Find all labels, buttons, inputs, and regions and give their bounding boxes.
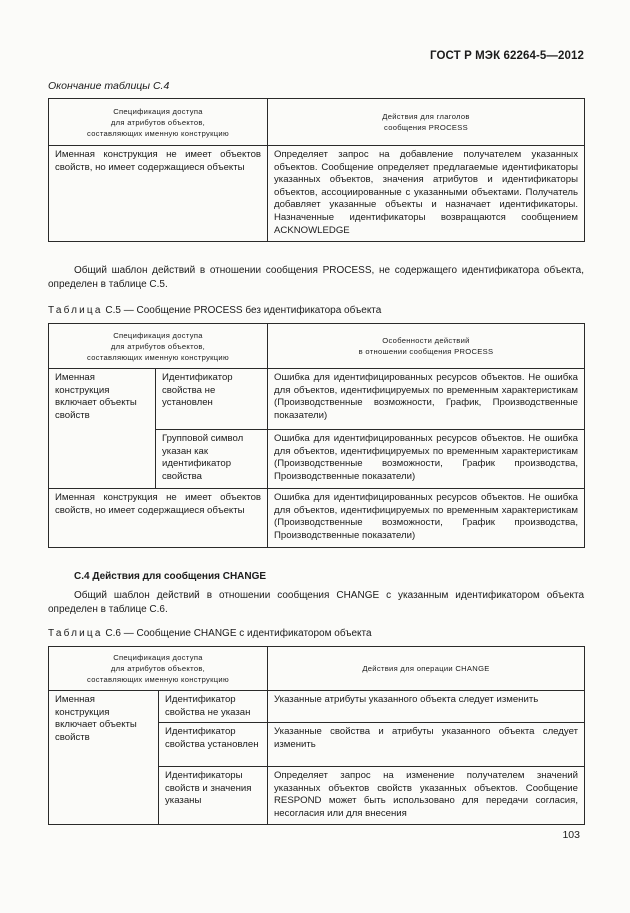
table-c5 [48,323,585,548]
row-action: Определяет запрос на изменение получателем значений указанных объектов свойств указанных объектов. Сообщение RESPOND может быть использовано для передачи согласия, несогласия или для внесения [268,767,585,824]
header-access-spec: Спецификация доступа для атрибутов объектов, составляющих именную конструкцию [49,99,268,146]
row-action: Указанные атрибуты указанного объекта следует изменить [268,691,585,723]
header-access-spec: Спецификация доступа для атрибутов объектов, составляющих именную конструкцию [49,324,268,369]
table-row [49,489,585,548]
paragraph-process-template: Общий шаблон действий в отношении сообщения PROCESS, не содержащего идентификатора объекта, определен в таблице С.5. [48,265,584,290]
table-header-row [49,324,585,369]
sub-label: Идентификатор свойства не указан [159,691,268,723]
table-header-row [49,99,585,146]
paragraph-change-template: Общий шаблон действий в отношении сообщения CHANGE с указанным идентификатором объекта определен в таблице С.6. [48,590,584,615]
standard-number: ГОСТ Р МЭК 62264-5—2012 [430,50,584,62]
row-action: Указанные свойства и атрибуты указанного объекта следует изменить [268,723,585,767]
table-c4-continuation-caption: Окончание таблицы С.4 [48,80,170,92]
sub-label: Идентификатор свойства не установлен [156,369,268,430]
row-access-spec: Именная конструкция не имеет объектов свойств, но имеет содержащиеся объекты [49,146,268,242]
table-row [49,146,585,242]
row-action: Ошибка для идентифицированных ресурсов объектов. Не ошибка для объектов, идентифицируемых по временным характеристикам (Производственные возможности, График производства, Производственные показатели) [268,430,585,489]
row-action: Ошибка для идентифицированных ресурсов объектов. Не ошибка для объектов, идентифицируемых по временным характеристикам (Производственные возможности, График производства, Производственные показатели) [268,489,585,548]
sub-label: Групповой символ указан как идентификатор свойства [156,430,268,489]
table-row [49,369,585,430]
header-action-features: Особенности действий в отношении сообщения PROCESS [268,324,585,369]
page-number: 103 [562,829,580,841]
section-heading: С.4 Действия для сообщения CHANGE [74,571,267,582]
group-label: Именная конструкция включает объекты свойств [49,691,159,825]
sub-label: Идентификатор свойства установлен [159,723,268,767]
header-actions: Действия для глаголов сообщения PROCESS [268,99,585,146]
table-c4 [48,98,585,242]
sub-label: Идентификаторы свойств и значения указаны [159,767,268,824]
table-c5-caption: Таблица С.5 — Сообщение PROCESS без идентификатора объекта [48,305,382,316]
table-c6-caption: Таблица С.6 — Сообщение CHANGE с идентификатором объекта [48,628,372,639]
row-access-spec: Именная конструкция не имеет объектов свойств, но имеет содержащиеся объекты [49,489,268,548]
group-label: Именная конструкция включает объекты свойств [49,369,156,489]
table-header-row [49,647,585,691]
row-action: Ошибка для идентифицированных ресурсов объектов. Не ошибка для объектов, идентифицируемых по временным характеристикам (Производственные возможности, График, Производственные показатели) [268,369,585,430]
header-actions: Действия для операции CHANGE [268,647,585,691]
header-access-spec: Спецификация доступа для атрибутов объектов, составляющих именную конструкцию [49,647,268,691]
table-c6 [48,646,585,825]
table-row [49,691,585,723]
row-action: Определяет запрос на добавление получателем указанных объектов. Сообщение определяет предлагаемые идентификаторы указанных объектов, значения атрибутов и идентификаторы объектов, ассоциированные с указанными объектами. Получатель добавляет указанные объекты и назначает идентификаторы. Назначенные идентификаторы возвращаются сообщением ACKNOWLEDGE [268,146,585,242]
